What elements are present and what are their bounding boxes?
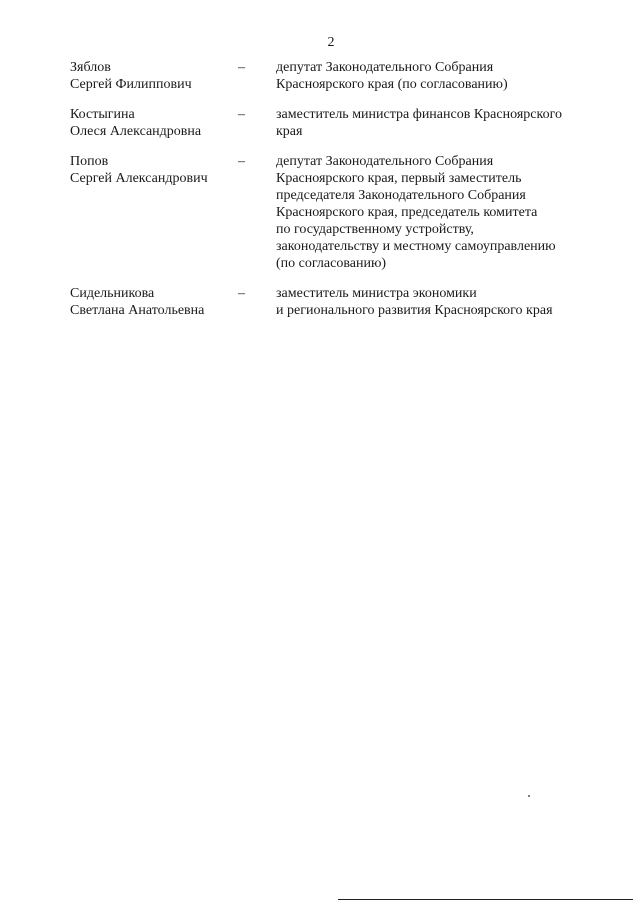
member-entry: [70, 285, 600, 319]
member-position: [276, 285, 596, 319]
member-given-name: Олеся Александровна: [70, 124, 202, 139]
position-line: депутат Законодательного Собрания: [276, 60, 494, 75]
member-given-name: Светлана Анатольевна: [70, 303, 205, 318]
member-entry: [70, 106, 600, 140]
position-line: и регионального развития Красноярского края: [276, 303, 553, 318]
position-line: председателя Законодательного Собрания: [276, 188, 526, 203]
position-line: Красноярского края (по согласованию): [276, 77, 508, 92]
member-name: [70, 106, 238, 140]
dash-separator: –: [238, 286, 245, 301]
position-line: края: [276, 124, 303, 139]
position-line: депутат Законодательного Собрания: [276, 154, 494, 169]
member-surname: Костыгина: [70, 107, 135, 122]
position-line: законодательству и местному самоуправлению: [276, 239, 556, 254]
scan-speck: [528, 795, 530, 797]
member-given-name: Сергей Филиппович: [70, 77, 192, 92]
member-surname: Попов: [70, 154, 109, 169]
member-name: [70, 153, 238, 187]
position-line: по государственному устройству,: [276, 222, 474, 237]
member-entry: [70, 153, 600, 272]
dash-separator: –: [238, 107, 245, 122]
dash-separator: –: [238, 60, 245, 75]
position-line: Красноярского края, председатель комитета: [276, 205, 538, 220]
dash-separator: –: [238, 154, 245, 169]
position-line: заместитель министра экономики: [276, 286, 477, 301]
member-position: [276, 106, 596, 140]
bottom-rule: [338, 899, 633, 900]
member-position: [276, 59, 596, 93]
position-line: Красноярского края, первый заместитель: [276, 171, 522, 186]
member-position: [276, 153, 596, 272]
page-number: 2: [327, 35, 335, 50]
member-surname: Зяблов: [70, 60, 111, 75]
member-name: [70, 59, 238, 93]
member-surname: Сидельникова: [70, 286, 155, 301]
member-name: [70, 285, 238, 319]
member-list: [70, 59, 600, 319]
position-line: заместитель министра финансов Красноярского: [276, 107, 562, 122]
position-line: (по согласованию): [276, 256, 387, 271]
member-given-name: Сергей Александрович: [70, 171, 208, 186]
member-entry: [70, 59, 600, 93]
